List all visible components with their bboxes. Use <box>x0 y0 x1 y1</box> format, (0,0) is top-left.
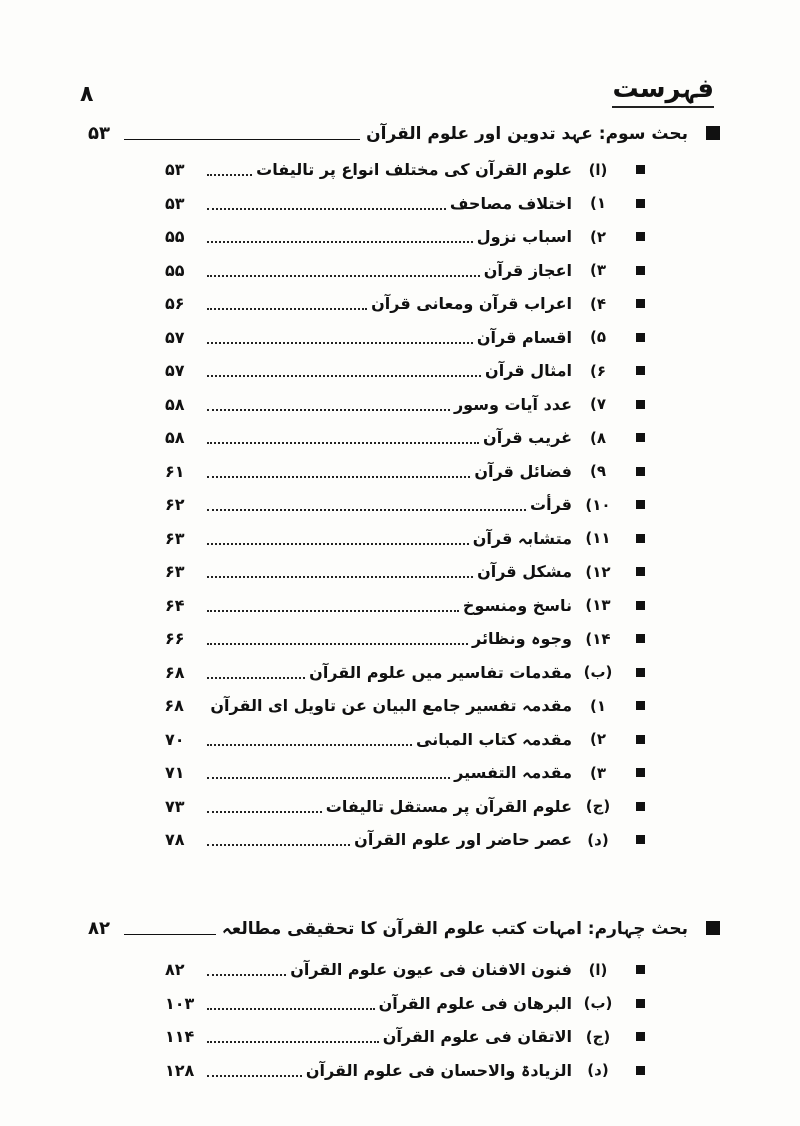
section-3-entries <box>165 153 645 857</box>
entry-number: ۱۳) <box>585 596 611 615</box>
toc-entry[interactable] <box>165 589 645 623</box>
entry-number: (ب) <box>583 663 613 682</box>
toc-entry[interactable] <box>165 321 645 355</box>
toc-entry[interactable] <box>165 254 645 288</box>
entry-title: اعجاز قرآن <box>483 260 572 280</box>
bullet-icon <box>636 601 645 610</box>
entry-page: ۵۸ <box>165 394 185 414</box>
page-number: ۸ <box>80 82 94 107</box>
leader-dots <box>207 1074 302 1077</box>
entry-title: قرأت <box>530 495 572 515</box>
leader-dots <box>207 642 468 645</box>
entry-number: ۲) <box>589 730 606 749</box>
entry-title: اقسام قرآن <box>476 327 572 347</box>
toc-entry[interactable] <box>165 823 645 857</box>
entry-number: ۱) <box>589 696 606 715</box>
entry-number: ۱۰) <box>585 495 611 514</box>
bullet-icon <box>636 835 645 844</box>
entry-number: (ج) <box>585 797 611 816</box>
entry-title: البرھان فی علوم القرآن <box>378 993 572 1013</box>
entry-page: ۵۶ <box>165 294 185 314</box>
entry-title: فنون الافنان فی عیون علوم القرآن <box>290 960 572 980</box>
leader-dots <box>207 207 446 210</box>
entry-page: ۶۱ <box>165 461 185 481</box>
leader-dots <box>207 508 526 511</box>
entry-title: الاتقان فی علوم القرآن <box>382 1027 572 1047</box>
bullet-icon <box>636 701 645 710</box>
leader-dots <box>207 240 473 243</box>
entry-number: ۴) <box>589 294 606 313</box>
toc-entry[interactable] <box>165 421 645 455</box>
entry-number: ۸) <box>589 428 606 447</box>
toc-entry[interactable] <box>165 522 645 556</box>
leader-dots <box>207 676 305 679</box>
toc-entry[interactable] <box>165 790 645 824</box>
bullet-icon <box>636 768 645 777</box>
entry-page: ۸۲ <box>165 960 185 980</box>
entry-number: ۳) <box>589 763 606 782</box>
toc-entry[interactable] <box>165 689 645 723</box>
entry-title: مشکل قرآن <box>477 562 572 582</box>
entry-page: ۶۶ <box>165 629 185 649</box>
toc-entry[interactable] <box>165 987 645 1021</box>
entry-number: ۱۱) <box>585 529 611 548</box>
toc-entry[interactable] <box>165 723 645 757</box>
entry-title: ناسخ ومنسوخ <box>462 595 572 615</box>
entry-number: (د) <box>587 830 609 849</box>
leader-dots <box>207 307 367 310</box>
page-title: فہرست <box>612 74 714 108</box>
section-page: ۵۳ <box>88 122 110 144</box>
bullet-icon <box>636 999 645 1008</box>
toc-entry[interactable] <box>165 455 645 489</box>
leader-dots <box>207 743 412 746</box>
entry-title: عدد آیات وسور <box>453 394 572 414</box>
leader-dots <box>207 341 473 344</box>
bullet-icon <box>636 534 645 543</box>
entry-title: عصر حاضر اور علوم القرآن <box>354 830 572 850</box>
entry-title: اختلاف مصاحف <box>449 193 572 213</box>
bullet-icon <box>636 567 645 576</box>
toc-entry[interactable] <box>165 1020 645 1054</box>
entry-title: الزیادۃ والاحسان فی علوم القرآن <box>305 1060 572 1080</box>
entry-title: فضائل قرآن <box>474 461 572 481</box>
entry-page: ۶۲ <box>165 495 185 515</box>
leader-dots <box>207 441 479 444</box>
bullet-icon <box>636 500 645 509</box>
toc-entry[interactable] <box>165 756 645 790</box>
entry-title: اعراب قرآن ومعانی قرآن <box>371 294 572 314</box>
section-heading-3[interactable] <box>88 118 720 148</box>
entry-title: مقدمہ کتاب المبانی <box>416 729 572 749</box>
entry-page: ۶۸ <box>165 662 185 682</box>
section-heading-4[interactable] <box>88 913 720 943</box>
toc-entry[interactable] <box>165 187 645 221</box>
section-bullet-icon <box>706 921 720 935</box>
toc-entry[interactable] <box>165 153 645 187</box>
entry-page: ۷۸ <box>165 830 185 850</box>
leader-line <box>124 933 216 935</box>
entry-number: (ا) <box>588 960 608 979</box>
bullet-icon <box>636 467 645 476</box>
toc-entry[interactable] <box>165 622 645 656</box>
section-label: بحث چہارم: امہات کتب علوم القرآن کا تحقیقی مطالعہ <box>221 918 688 939</box>
entry-number: (ب) <box>583 994 613 1013</box>
leader-dots <box>207 1007 375 1010</box>
leader-dots <box>207 542 469 545</box>
entry-title: مقدمات تفاسیر میں علوم القرآن <box>309 662 572 682</box>
entry-page: ۵۳ <box>165 193 185 213</box>
bullet-icon <box>636 199 645 208</box>
leader-dots <box>207 274 480 277</box>
entry-page: ۵۷ <box>165 327 185 347</box>
entry-page: ۶۳ <box>165 528 185 548</box>
bullet-icon <box>636 232 645 241</box>
entry-title: غریب قرآن <box>483 428 572 448</box>
bullet-icon <box>636 634 645 643</box>
bullet-icon <box>636 266 645 275</box>
entry-title: علوم القرآن پر مستقل تالیفات <box>325 796 572 816</box>
entry-page: ۵۸ <box>165 428 185 448</box>
entry-page: ۷۱ <box>165 763 185 783</box>
section-bullet-icon <box>706 126 720 140</box>
entry-page: ۱۱۴ <box>165 1027 195 1047</box>
bullet-icon <box>636 1066 645 1075</box>
bullet-icon <box>636 802 645 811</box>
entry-number: (ج) <box>585 1027 611 1046</box>
entry-number: (د) <box>587 1061 609 1080</box>
entry-title: امثال قرآن <box>485 361 572 381</box>
entry-title: وجوہ ونظائر <box>472 629 572 649</box>
leader-dots <box>207 810 322 813</box>
bullet-icon <box>636 165 645 174</box>
entry-number: ۱) <box>589 194 606 213</box>
entry-number: (ا) <box>588 160 608 179</box>
entry-page: ۶۳ <box>165 562 185 582</box>
entry-number: ۱۲) <box>585 562 611 581</box>
leader-dots <box>207 408 450 411</box>
bullet-icon <box>636 668 645 677</box>
leader-line <box>124 138 360 140</box>
bullet-icon <box>636 965 645 974</box>
entry-number: ۹) <box>589 462 606 481</box>
entry-title: متشابہ قرآن <box>472 528 572 548</box>
entry-page: ۱۲۸ <box>165 1060 195 1080</box>
toc-entry[interactable] <box>165 220 645 254</box>
entry-page: ۶۴ <box>165 595 185 615</box>
entry-number: ۶) <box>589 361 606 380</box>
bullet-icon <box>636 433 645 442</box>
bullet-icon <box>636 333 645 342</box>
toc-entry[interactable] <box>165 555 645 589</box>
entry-page: ۵۳ <box>165 160 185 180</box>
entry-page: ۵۷ <box>165 361 185 381</box>
leader-dots <box>207 843 350 846</box>
bullet-icon <box>636 299 645 308</box>
toc-entry[interactable] <box>165 354 645 388</box>
entry-number: ۷) <box>589 395 606 414</box>
toc-entry[interactable] <box>165 656 645 690</box>
leader-dots <box>207 475 470 478</box>
entry-page: ۶۸ <box>164 696 184 716</box>
entry-page: ۷۳ <box>165 796 185 816</box>
entry-number: ۲) <box>589 227 606 246</box>
entry-number: ۳) <box>589 261 606 280</box>
leader-dots <box>207 173 252 176</box>
entry-title: اسباب نزول <box>476 227 572 247</box>
entry-number: ۵) <box>589 328 606 347</box>
leader-dots <box>207 609 459 612</box>
entry-title: مقدمہ التفسیر <box>454 763 572 783</box>
entry-page: ۷۰ <box>165 729 185 749</box>
bullet-icon <box>636 366 645 375</box>
entry-number: ۱۴) <box>585 629 611 648</box>
leader-dots <box>207 1040 379 1043</box>
toc-entry[interactable] <box>165 388 645 422</box>
bullet-icon <box>636 400 645 409</box>
toc-entry[interactable] <box>165 488 645 522</box>
toc-entry[interactable] <box>165 953 645 987</box>
entry-title: مقدمہ تفسیر جامع البیان عن تاویل ای القرآن <box>210 696 572 716</box>
section-page: ۸۲ <box>88 917 110 939</box>
bullet-icon <box>636 735 645 744</box>
entry-page: ۱۰۳ <box>165 993 195 1013</box>
section-label: بحث سوم: عہد تدوین اور علوم القرآن <box>366 123 688 144</box>
leader-dots <box>207 575 473 578</box>
entry-page: ۵۵ <box>165 260 185 280</box>
toc-entry[interactable] <box>165 287 645 321</box>
entry-page: ۵۵ <box>165 227 185 247</box>
leader-dots <box>207 776 450 779</box>
section-4-entries <box>165 953 645 1087</box>
entry-title: علوم القرآن کی مختلف انواع پر تالیفات <box>256 160 572 180</box>
bullet-icon <box>636 1032 645 1041</box>
leader-dots <box>207 374 481 377</box>
toc-entry[interactable] <box>165 1054 645 1088</box>
leader-dots <box>207 973 286 976</box>
